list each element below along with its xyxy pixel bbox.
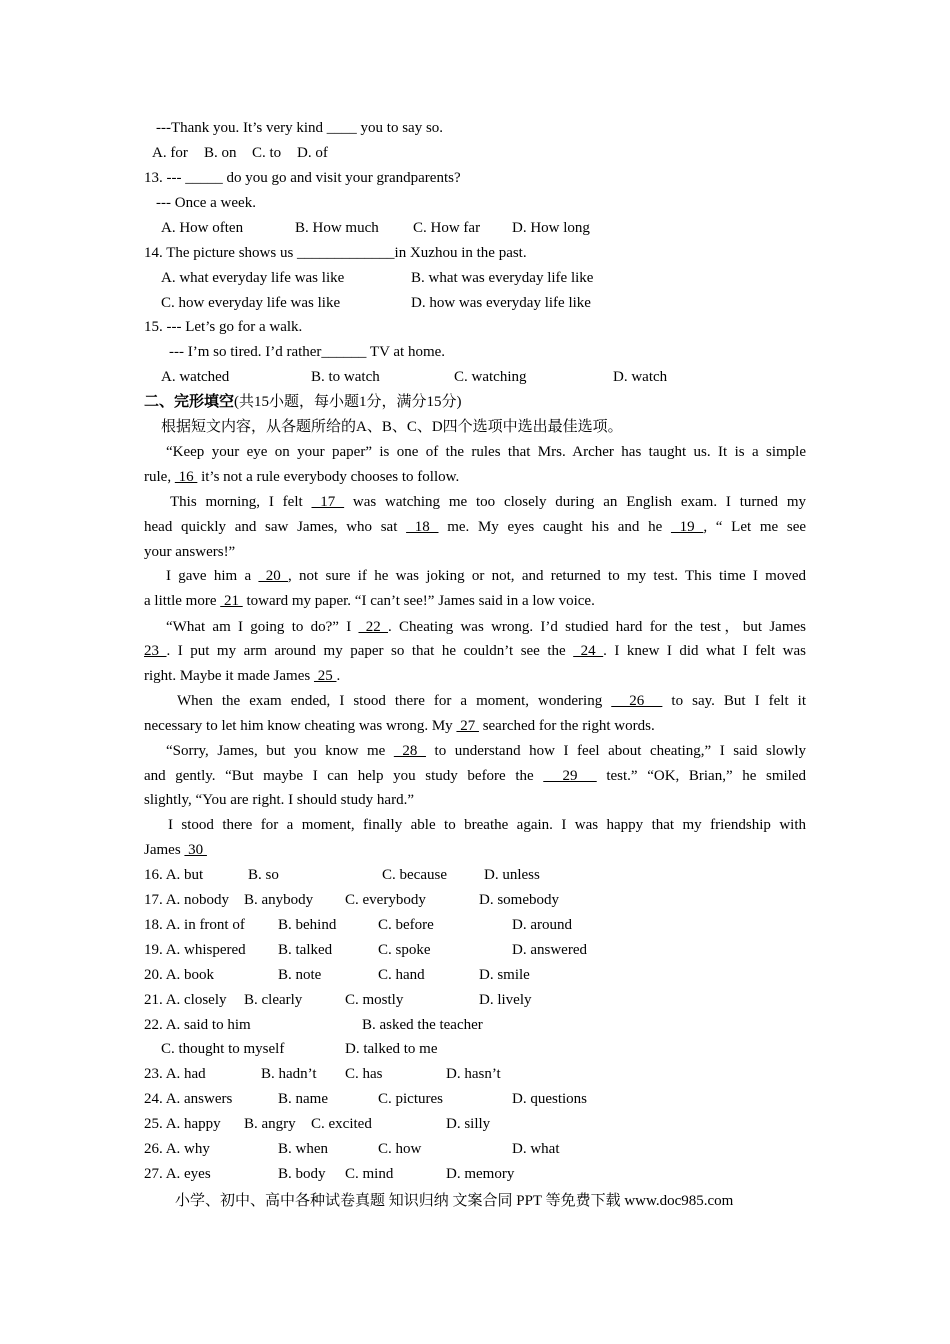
section2-heading-rest: (共15小题，每小题1分，满分15分) bbox=[234, 394, 462, 410]
choice-row: 16. A. but bbox=[144, 867, 204, 883]
blank-18: 18 bbox=[406, 519, 439, 535]
q15-option-c: C. watching bbox=[454, 369, 527, 385]
choice-option: C. hand bbox=[378, 967, 425, 983]
passage-line: a little more 21 toward my paper. “I can’t see!” James said in a low voice. bbox=[144, 593, 595, 609]
choice-option: D. unless bbox=[484, 867, 540, 883]
page-footer: 小学、初中、高中各种试卷真题 知识归纳 文案合同 PPT 等免费下载 www.doc985.com bbox=[175, 1193, 734, 1209]
choice-row: 21. A. closely bbox=[144, 992, 227, 1008]
choice-option: C. mostly bbox=[345, 992, 404, 1008]
choice-option: B. body bbox=[278, 1166, 326, 1182]
blank-30: 30 bbox=[184, 842, 207, 858]
passage-line: necessary to let him know cheating was wrong. My 27 searched for the right words. bbox=[144, 718, 655, 734]
choice-option: D. talked to me bbox=[345, 1041, 438, 1057]
q12-option-d: D. of bbox=[297, 145, 328, 161]
blank-23: 23 bbox=[144, 643, 167, 659]
choice-option: C. how bbox=[378, 1141, 422, 1157]
passage-line: I stood there for a moment, finally able to breathe again. I was happy that my friendship with bbox=[168, 817, 806, 833]
passage-line: “Keep your eye on your paper” is one of the rules that Mrs. Archer has taught us. It is a simple bbox=[166, 444, 806, 460]
section2-heading bbox=[144, 392, 462, 412]
choice-option: D. hasn’t bbox=[446, 1066, 501, 1082]
choice-option: C. excited bbox=[311, 1116, 372, 1132]
passage-line: I gave him a 20 , not sure if he was joking or not, and returned to my test. This time I moved bbox=[166, 568, 806, 584]
choice-option: D. what bbox=[512, 1141, 560, 1157]
blank-19: 19 bbox=[670, 519, 704, 535]
choice-option: D. smile bbox=[479, 967, 530, 983]
blank-17: 17 bbox=[311, 494, 345, 510]
q15-option-a: A. watched bbox=[161, 369, 230, 385]
choice-row: 25. A. happy bbox=[144, 1116, 221, 1132]
passage-line: “What am I going to do?” I 22 . Cheating was wrong. I’d studied hard for the test，but James bbox=[166, 619, 807, 635]
q13-option-a: A. How often bbox=[161, 220, 244, 236]
section2-instruction: 根据短文内容，从各题所给的A、B、C、D四个选项中选出最佳选项。 bbox=[161, 419, 623, 435]
choice-option: D. questions bbox=[512, 1091, 587, 1107]
q14-option-b: B. what was everyday life like bbox=[411, 270, 594, 286]
choice-row: 22. A. said to him bbox=[144, 1017, 251, 1033]
choice-row: 20. A. book bbox=[144, 967, 215, 983]
q13-stem: 13. --- _____ do you go and visit your grandparents? bbox=[144, 170, 461, 186]
choice-option: C. before bbox=[378, 917, 434, 933]
choice-option: D. around bbox=[512, 917, 572, 933]
passage-line: your answers!” bbox=[144, 544, 236, 560]
choice-option: B. anybody bbox=[244, 892, 314, 908]
blank-25: 25 bbox=[313, 668, 337, 684]
passage-line: 23 . I put my arm around my paper so that he couldn’t see the 24 . I knew I did what I felt was bbox=[144, 643, 807, 659]
choice-option: B. note bbox=[278, 967, 322, 983]
passage-line: When the exam ended, I stood there for a moment, wondering 26 to say. But I felt it bbox=[177, 693, 806, 709]
passage-line: James 30 bbox=[144, 842, 207, 858]
choice-row: 24. A. answers bbox=[144, 1091, 233, 1107]
passage-line: slightly, “You are right. I should study hard.” bbox=[144, 792, 414, 808]
choice-option: B. hadn’t bbox=[261, 1066, 317, 1082]
blank-27: 27 bbox=[456, 718, 479, 734]
passage-line: rule, 16 it’s not a rule everybody chooses to follow. bbox=[144, 469, 460, 485]
choice-row: 17. A. nobody bbox=[144, 892, 230, 908]
choice-option: B. angry bbox=[244, 1116, 296, 1132]
blank-20: 20 bbox=[258, 568, 288, 584]
q12-option-a: A. for bbox=[152, 145, 188, 161]
choice-option: D. somebody bbox=[479, 892, 559, 908]
choice-row: 26. A. why bbox=[144, 1141, 210, 1157]
choice-option: C. thought to myself bbox=[161, 1041, 285, 1057]
q12-option-b: B. on bbox=[204, 145, 237, 161]
blank-22: 22 bbox=[358, 619, 389, 635]
choice-option: B. behind bbox=[278, 917, 337, 933]
choice-option: C. because bbox=[382, 867, 447, 883]
blank-24: 24 bbox=[573, 643, 604, 659]
choice-option: D. answered bbox=[512, 942, 587, 958]
q14-stem: 14. The picture shows us _____________in Xuzhou in the past. bbox=[144, 245, 527, 261]
blank-28: 28 bbox=[393, 743, 426, 759]
blank-16: 16 bbox=[174, 469, 198, 485]
choice-option: B. clearly bbox=[244, 992, 303, 1008]
passage-line: head quickly and saw James, who sat 18 me. My eyes caught his and he 19 , “ Let me see bbox=[144, 519, 807, 535]
q15-answer: --- I’m so tired. I’d rather______ TV at home. bbox=[169, 344, 446, 360]
passage-line: right. Maybe it made James 25 . bbox=[144, 668, 341, 684]
blank-26: 26 bbox=[611, 693, 663, 709]
choice-row: 27. A. eyes bbox=[144, 1166, 211, 1182]
choice-row: 23. A. had bbox=[144, 1066, 206, 1082]
passage-line: This morning, I felt 17 was watching me too closely during an English exam. I turned my bbox=[170, 494, 807, 510]
q15-stem: 15. --- Let’s go for a walk. bbox=[144, 319, 303, 335]
q15-option-b: B. to watch bbox=[311, 369, 380, 385]
choice-option: C. everybody bbox=[345, 892, 426, 908]
q12-dialogue: ---Thank you. It’s very kind ____ you to say so. bbox=[156, 120, 444, 136]
q13-option-d: D. How long bbox=[512, 220, 590, 236]
q15-option-d: D. watch bbox=[613, 369, 668, 385]
q14-option-c: C. how everyday life was like bbox=[161, 295, 341, 311]
choice-option: B. asked the teacher bbox=[362, 1017, 483, 1033]
q14-option-d: D. how was everyday life like bbox=[411, 295, 591, 311]
choice-row: 19. A. whispered bbox=[144, 942, 246, 958]
choice-option: C. has bbox=[345, 1066, 383, 1082]
q13-option-b: B. How much bbox=[295, 220, 379, 236]
choice-option: C. pictures bbox=[378, 1091, 443, 1107]
q12-option-c: C. to bbox=[252, 145, 282, 161]
choice-row: 18. A. in front of bbox=[144, 917, 245, 933]
blank-29: 29 bbox=[543, 768, 597, 784]
passage-line: and gently. “But maybe I can help you study before the 29 test.” “OK, Brian,” he smiled bbox=[144, 768, 807, 784]
section2-heading-bold: 二、完形填空 bbox=[144, 394, 235, 410]
passage-line: “Sorry, James, but you know me 28 to understand how I feel about cheating,” I said slowly bbox=[166, 743, 807, 759]
choice-option: B. talked bbox=[278, 942, 333, 958]
choice-option: C. spoke bbox=[378, 942, 431, 958]
blank-21: 21 bbox=[220, 593, 243, 609]
choice-option: B. when bbox=[278, 1141, 328, 1157]
q13-answer: --- Once a week. bbox=[156, 195, 256, 211]
choice-option: D. lively bbox=[479, 992, 532, 1008]
choice-option: B. so bbox=[248, 867, 279, 883]
q13-option-c: C. How far bbox=[413, 220, 481, 236]
choice-option: B. name bbox=[278, 1091, 328, 1107]
choice-option: D. memory bbox=[446, 1166, 515, 1182]
q14-option-a: A. what everyday life was like bbox=[161, 270, 345, 286]
choice-option: C. mind bbox=[345, 1166, 394, 1182]
choice-option: D. silly bbox=[446, 1116, 491, 1132]
